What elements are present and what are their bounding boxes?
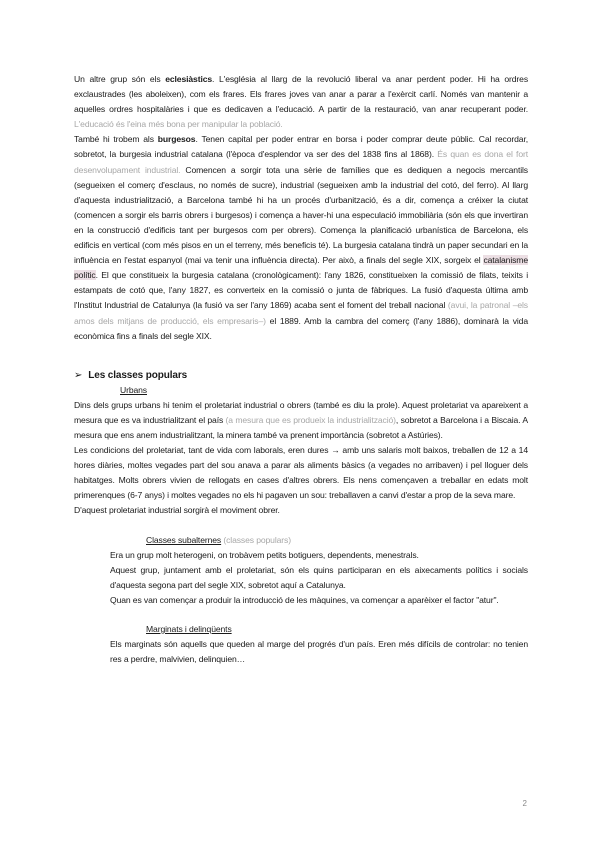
text-run: . El que constitueix la burgesia catalana (cronològicament): l'any 1826, constitueixen la comissió de filats, teixits i estampats de cotó que, l'any 1827, es converteix en la comissió o junta de fàbriques. La fusió d'aquesta última amb l'Institut Industrial de Catalunya (la fusió va ser l'any 1869) acaba sent el foment del treball nacional <box>74 270 528 311</box>
bold-term-eclesiastics: eclesiàstics <box>165 74 213 84</box>
section-heading-text: Les classes populars <box>88 369 188 381</box>
grey-note: (a mesura que es produeix la industrialització) <box>225 414 396 425</box>
subheading-subalternes <box>74 533 528 548</box>
subheading-text: Urbans <box>120 384 147 395</box>
paragraph-eclesiastics <box>74 72 528 132</box>
bold-term-burgesos: burgesos <box>157 134 196 145</box>
text-run: També hi trobem als <box>74 134 158 145</box>
text-run: Dins dels grups urbans hi tenim el proletariat industrial o obrers (també es diu la prole). Aquest proletariat va apareixent a mesura que es va industrialitzant el país <box>74 399 528 425</box>
paragraph-urbans-2: Les condicions del proletariat, tant de vida com laborals, eren dures → amb uns salaris molt baixos, treballen de 12 a 14 hores diàries, moltes vegades part del sou anava a parar als aliments bàsics (a vegades no arribaven) i pel lloguer dels habitatges. Molts obrers vivien de rellogats en cases d'altres obrers. Els nens començaven a treballar en edats molt primerenques (6-7 anys) i moltes vegades no els hi pagaven un sou: treballaven a canvi d'estar a prop de la seva mare. <box>74 445 528 501</box>
highlighted-term-catalanisme: catalanisme polític <box>74 255 528 281</box>
indented-block-subalternes <box>74 548 528 608</box>
section-heading-classes-populars <box>74 368 528 383</box>
text-run: el 1889. Amb la cambra del comerç (l'any 1886), dominarà la vida econòmica fins a finals del segle XIX. <box>74 315 528 341</box>
grey-note: (avui, la patronal –els amos dels mitjans de producció, els empresaris–) <box>74 300 528 326</box>
grey-note: És quan es dona el fort desenvolupament industrial. <box>74 149 528 175</box>
subheading-marginats <box>74 622 528 637</box>
paragraph-subalternes-2: Aquest grup, juntament amb el proletariat, són els quins participaran en els aixecaments polítics i socials d'aquesta segona part del segle XIX, sobretot aquí a Catalunya. <box>110 564 528 590</box>
text-run: , sobretot a Barcelona i a Biscaia. A mesura que ens anem industrialitzant, la minera també va prenent importància (sobretot a Astúries). <box>74 414 528 440</box>
document-body <box>74 72 528 667</box>
subheading-urbans <box>74 383 528 398</box>
paragraph-marginats-1: Els marginats són aquells que queden al marge del progrés d'un país. Eren més difícils de controlar: no tenien res a perdre, malvivien, delinquien… <box>110 639 528 665</box>
subheading-text: Classes subalternes <box>146 534 222 545</box>
page-number: 2 <box>522 799 527 808</box>
paragraph-subalternes-1: Era un grup molt heterogeni, on trobàvem petits botiguers, dependents, menestrals. <box>110 549 419 560</box>
paragraph-burgesos <box>74 132 528 343</box>
text-run: . L'església al llarg de la revolució liberal va anar perdent poder. Hi ha ordres exclaustrades (les aboleixen), com els frares. Els frares joves van anar a parar a l'exèrcit carlí. Només van mantenir a aquelles ordres hospitalàries i que es dedicaven a l'educació. A partir de la restauració, van anar recuperant poder. <box>74 74 529 115</box>
bullet-arrow-icon: ➢ <box>74 369 83 381</box>
grey-note: L'educació és l'eina més bona per manipular la població. <box>74 119 283 130</box>
paragraph-urbans-3: D'aquest proletariat industrial sorgirà el moviment obrer. <box>74 505 280 516</box>
text-run: Un altre grup són els <box>74 74 166 84</box>
spacer <box>74 608 528 622</box>
text-run: . Tenen capital per poder entrar en borsa i poder comprar deute públic. Cal recordar, sobretot, la burgesia industrial catalana (l'època d'esplendor va ser des del 1838 fins al 1868). <box>74 134 528 160</box>
paragraph-subalternes-3: Quan es van començar a produir la introducció de les màquines, va començar a aparèixer el factor "atur". <box>110 594 499 605</box>
grey-note: (classes populars) <box>221 534 291 545</box>
subheading-text: Marginats i delinqüents <box>146 624 232 634</box>
paragraph-urbans-1 <box>74 398 528 443</box>
text-run: Comencen a sorgir tota una sèrie de famílies que es dediquen a negocis mercantils (segueixen el comerç d'esclaus, no només de sucre), industrial (segueixen amb la industrial del cotó, del ferro). Al llarg d'aquesta industrialització, a Barcelona també hi ha un procés d'urbanització, és a dir, comença a créixer la ciutat (comencen a sorgir els barris obrers i burgesos) i comença a haver-hi una especulació immobiliària (són els que invertiran en la construcció d'edificis tant per burgesos com per obrers). Comença la planificació urbanística de Barcelona, els edificis en vertical (com més pisos en un el terreny, més beneficis té). La burgesia catalana tindrà un paper secundari en la influència en l'estat espanyol (mai va tenir una influència directa). Per això, a finals del segle XIX, sorgeix el <box>74 164 528 266</box>
spacer <box>74 519 528 533</box>
indented-block-marginats <box>74 637 528 667</box>
